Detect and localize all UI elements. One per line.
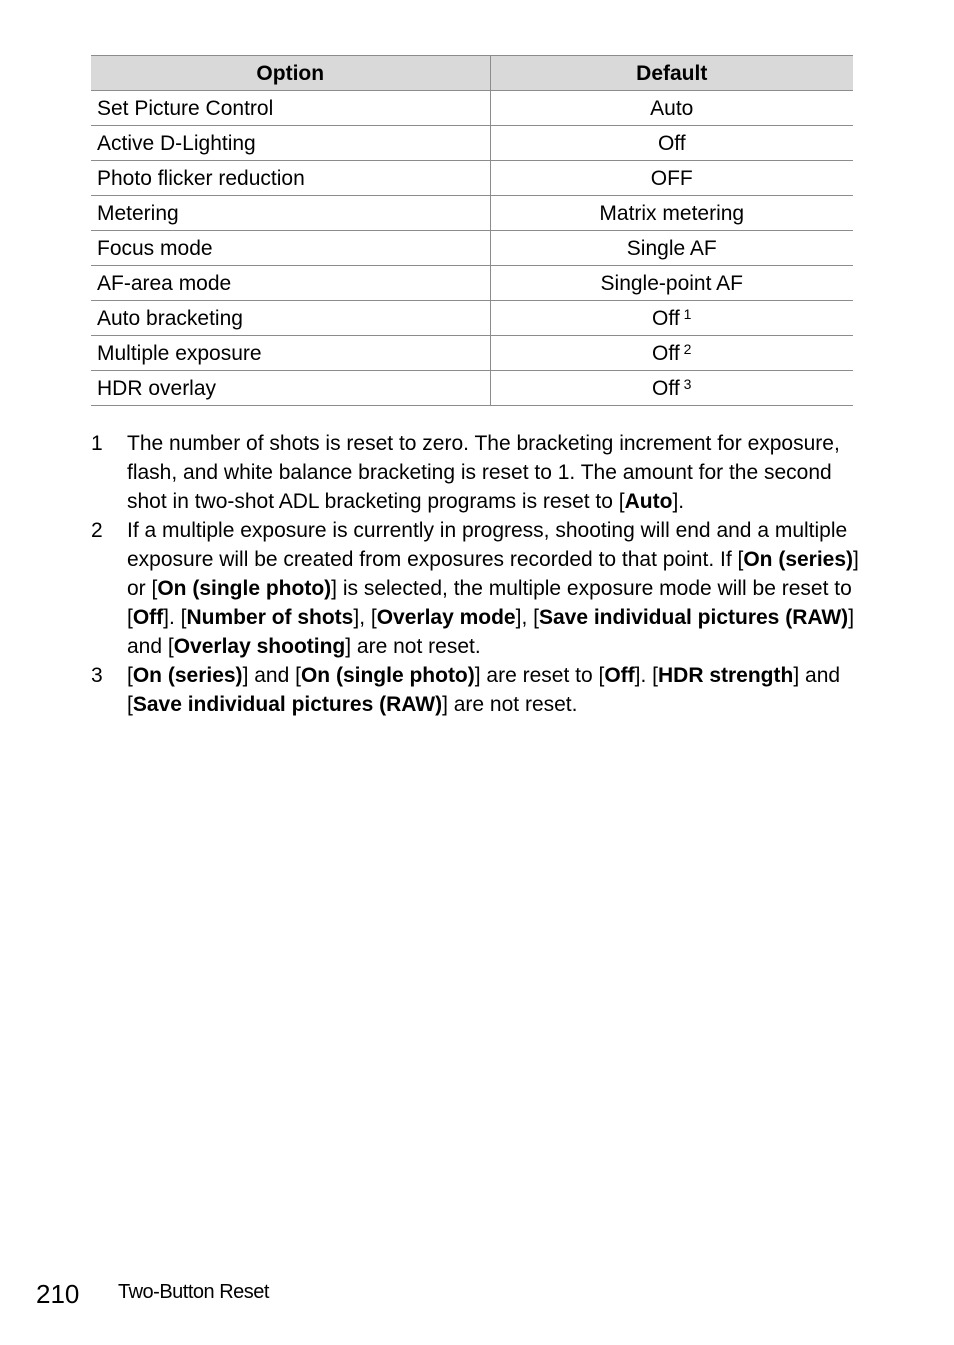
default-value: Off: [652, 342, 680, 365]
footnote-bold-term: Overlay mode: [376, 606, 516, 629]
table-row: [91, 336, 853, 371]
option-cell: Set Picture Control: [91, 91, 490, 126]
footnote-text-segment: ] are not reset.: [345, 635, 481, 658]
table-row: [91, 371, 853, 406]
default-cell: [490, 126, 853, 161]
option-cell: Focus mode: [91, 231, 490, 266]
footnote-bold-term: On (single photo): [157, 577, 332, 600]
column-header-default: Default: [490, 56, 853, 91]
default-value: Off: [652, 377, 680, 400]
footnote-text-segment: ], [: [515, 606, 539, 629]
footnote-bold-term: On (single photo): [300, 664, 475, 687]
footnote-bold-term: Off: [132, 606, 164, 629]
default-cell: [490, 266, 853, 301]
footnote-text-segment: ] are reset to [: [474, 664, 605, 687]
footnote-bold-term: Save individual pictures (RAW): [538, 606, 849, 629]
default-value: Off: [657, 131, 686, 155]
footnote-bold-term: Overlay shooting: [173, 635, 346, 658]
table-header-row: [91, 56, 853, 91]
default-cell: [490, 371, 853, 406]
footnote-bold-term: Auto: [624, 490, 673, 513]
option-cell: Auto bracketing: [91, 301, 490, 336]
footnote-bold-term: Number of shots: [186, 606, 354, 629]
footnote-number: 3: [91, 664, 103, 687]
table-row: [91, 266, 853, 301]
footnote-text-segment: ]. [: [634, 664, 658, 687]
footnote-text-segment: ] or [: [127, 548, 859, 600]
option-cell: Metering: [91, 196, 490, 231]
footnote-text-segment: If a multiple exposure is currently in progress, shooting will end and a multiple exposure will be created from exposures recorded to that point. If [: [127, 519, 848, 571]
default-value: Single-point AF: [600, 271, 743, 295]
footnote-text-segment: ] and [: [242, 664, 301, 687]
default-cell: [490, 336, 853, 371]
table-row: [91, 301, 853, 336]
footnote-bold-term: HDR strength: [658, 664, 794, 687]
footnote-text-segment: [: [127, 664, 133, 687]
settings-default-table: [91, 55, 853, 406]
default-value: Matrix metering: [599, 201, 745, 225]
footnote-bold-term: On (series): [743, 548, 854, 571]
footnotes: [91, 429, 861, 719]
default-value: OFF: [650, 166, 693, 190]
default-cell: [490, 301, 853, 336]
section-name: Two-Button Reset: [118, 1281, 269, 1303]
column-header-option: Option: [91, 56, 490, 91]
footnote-item: [91, 661, 861, 719]
default-cell: [490, 91, 853, 126]
default-value: Off: [652, 307, 680, 330]
footnote-text: [127, 661, 861, 719]
table-row: [91, 161, 853, 196]
option-cell: AF-area mode: [91, 266, 490, 301]
footnote-number: 2: [91, 519, 103, 542]
table-row: [91, 196, 853, 231]
footnote-bold-term: Off: [604, 664, 635, 687]
footnote-bold-term: Save individual pictures (RAW): [132, 693, 443, 716]
footnote-text: [127, 516, 861, 661]
footnote-text-segment: ], [: [353, 606, 377, 629]
footnote-number: 1: [91, 432, 103, 455]
footnote-text-segment: ].: [672, 490, 685, 513]
option-cell: HDR overlay: [91, 371, 490, 406]
option-cell: Photo flicker reduction: [91, 161, 490, 196]
default-cell: [490, 231, 853, 266]
table-row: [91, 91, 853, 126]
footnote-text-segment: ]. [: [163, 606, 187, 629]
footnote-item: [91, 429, 861, 516]
default-value: Single AF: [626, 236, 717, 260]
footnote-ref: 1: [683, 306, 692, 322]
option-cell: Multiple exposure: [91, 336, 490, 371]
footnote-text-segment: ] and [: [127, 606, 855, 658]
table-body: [91, 91, 853, 406]
footnote-text-segment: ] are not reset.: [442, 693, 578, 716]
footnote-item: [91, 516, 861, 661]
footnote-text: [127, 429, 861, 516]
footnote-bold-term: On (series): [132, 664, 243, 687]
footnote-text-segment: ] and [: [127, 664, 841, 716]
table-row: [91, 231, 853, 266]
option-cell: Active D-Lighting: [91, 126, 490, 161]
table-row: [91, 126, 853, 161]
default-cell: [490, 161, 853, 196]
footnote-ref: 3: [683, 376, 692, 392]
default-cell: [490, 196, 853, 231]
footnote-ref: 2: [683, 341, 692, 357]
footnote-text-segment: ] is selected, the multiple exposure mode will be reset to [: [127, 577, 852, 629]
default-value: Auto: [650, 96, 694, 120]
page-number: 210: [36, 1279, 80, 1309]
footnote-text-segment: The number of shots is reset to zero. The bracketing increment for exposure, flash, and white balance bracketing is reset to 1. The amount for the second shot in two-shot ADL bracketing programs is reset to [: [127, 432, 840, 513]
